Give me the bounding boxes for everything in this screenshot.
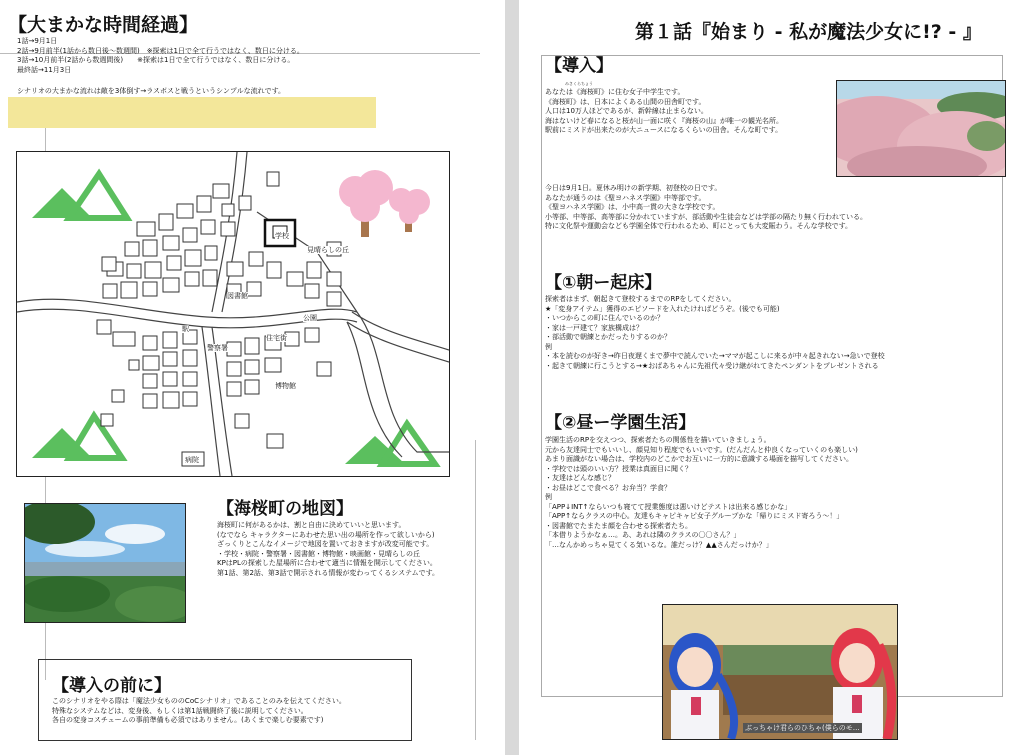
text-line: (なでなら キャラクターにあわせた思い出の場所を作って欲しいから) [217, 530, 435, 539]
illustration-caption: ぶっちゃけ君らのひちゃ(僕らのモ… [745, 724, 860, 732]
map-label-school: 学校 [275, 232, 289, 240]
text-line: 今日は9月1日。夏休み明けの新学期、初登校の日です。 [545, 184, 722, 192]
sakura-tree-icon [339, 170, 430, 237]
map-section-text [217, 521, 439, 578]
text-line: あまり面識がない場合は、学校内のどこかでお互いに一方的に意識する場面を描写してください。 [545, 455, 853, 463]
mountain-icon [32, 174, 127, 218]
text-line: 駅前にミスドが出来たのが大ニュースになるくらいの田舎。そんな町です。 [545, 126, 783, 134]
text-line: KPはPLの探索した屋場所に合わせて適当に情報を開示してください。 [217, 559, 437, 567]
text-line: ・お昼はどこで食べる？お弁当？学食？ [545, 483, 671, 492]
text-line: ・学校・病院・警察署・図書館・博物館・映画館・見晴らしの丘 [217, 549, 420, 558]
text-line: 「APP↑ならクラスの中心。友達もキャピキャピ女子グループかな「帰りにミスド寄ろう〜！」 [545, 512, 844, 520]
text-line: 海桜町に何があるかは、割と自由に決めていいと思います。 [217, 521, 406, 529]
text-line: 特に文化祭や運動会なども学園全体で行われるため、町にとっても大変賑わう。そんな学校です。 [545, 222, 853, 230]
text-line: ・部活動で朝練とかだったりするのか？ [545, 333, 671, 341]
guide-line [475, 440, 476, 740]
text-line: ・図書館でたまたま顔を合わせる探索者たち。 [545, 521, 692, 530]
text-line: ・起きて朝練に行こうとする→★おばあちゃんに先祖代々受け継がれてきたペンダントをプレゼントされる [545, 361, 879, 370]
map-section-title: 【海桜町の地図】 [217, 499, 353, 519]
text-line: あなたは《海桜町》に住む女子中学生です。 [545, 88, 685, 96]
text-line: ・家は一戸建て？家族構成は？ [545, 323, 643, 332]
text-line: 例 [545, 342, 552, 351]
text-line: 海はないけど春になると桜が山一面に咲く『海桜の山』が唯一の観光名所。 [545, 116, 783, 125]
map-label-hospital: 病院 [185, 456, 199, 464]
text-line: 各自の変身コスチュームの事前準備も必須ではありません。(あくまで楽しむ要素です) [52, 716, 324, 724]
text-line: ・本を読むのが好き→昨日夜遅くまで夢中で読んでいた→ママが起こしに来るが中々起きれない→急いで登校 [545, 352, 885, 360]
text-line: ・いつからこの町に住んでいるのか？ [545, 314, 664, 322]
text-line: 元から友達同士でもいいし、顔見知り程度でもいいです。(だんだんと仲良くなっていくのも楽しい) [545, 445, 858, 454]
morning-text [545, 295, 885, 371]
text-line: ・友達はどんな感じ？ [545, 474, 615, 482]
map-label-library: 図書館 [227, 292, 248, 300]
episode-title: 第１話『始まり - 私が魔法少女に!? - 』 [635, 21, 982, 43]
intro-before-title: 【導入の前に】 [52, 676, 171, 696]
timeline-line: 1話→9月1日 [17, 37, 58, 45]
text-line: ・学校では頭のいい方？授業は真面目に聞く？ [545, 464, 692, 473]
timeline-line: 最終話→11月3日 [17, 65, 72, 74]
map-label-residential: 住宅街 [266, 334, 287, 342]
text-line: 例 [545, 493, 552, 501]
map-label-hill: 見晴らしの丘 [307, 246, 349, 254]
timeline-title: 【大まかな時間経過】 [8, 14, 199, 36]
text-line: 第1話、第2話、第3話で開示される情報が変わってくるシステムです。 [217, 568, 440, 577]
intro-title: 【導入】 [545, 56, 613, 76]
noon-title: 【②昼ー学園生活】 [545, 413, 696, 433]
text-line: このシナリオをやる際は「魔法少女もののCoCシナリオ」であることのみを伝えてください。 [52, 697, 346, 705]
text-line: 《海桜町》は、日本によくある山間の田舎町です。 [545, 97, 706, 106]
hill-view-photo [24, 503, 186, 623]
left-page [0, 0, 505, 755]
timeline-line: 3話→10月前半(2話から数週間後) ※探索は1日で全て行うではなく、数日に分ける。 [17, 56, 295, 64]
map-label-station: 駅 [182, 325, 189, 333]
text-line: 「…なんかめっちゃ見てくる気いるな。誰だっけ？▲▲さんだっけか？」 [545, 540, 773, 549]
intro-text-1 [545, 88, 783, 136]
map-label-museum: 博物館 [275, 382, 296, 390]
text-line: 《聖ヨハネス学園》は、小中高一貫の大きな学校です。 [545, 203, 720, 211]
scenario-note: シナリオの大まかな流れは敵を3体倒す→ラスボスと戦うというシンプルな流れです。 [17, 87, 286, 95]
text-line: 人口は10万人ほどであるが、新幹線は止まらない。 [545, 107, 708, 115]
intro-text-2 [545, 184, 867, 232]
text-line: 学園生活のRPを交えつつ、探索者たちの関係性を描いていきましょう。 [545, 436, 771, 444]
text-line: ざっくりとこんなイメージで地図を置いておきますが改変可能です。 [217, 540, 434, 548]
text-line: あなたが通うのは《聖ヨハネス学園》中等部です。 [545, 193, 706, 202]
town-map [16, 151, 450, 477]
text-line: 「本借りようかなぁ…。あ、あれは隣のクラスの〇〇さん？」 [545, 531, 741, 539]
map-label-police: 警察署 [207, 344, 228, 352]
map-label-park: 公園 [303, 314, 317, 322]
text-line: 「APP↓INT↑ならいつも寝てて授業態度は悪いけどテストは出来る感じかな」 [545, 502, 792, 511]
morning-title: 【①朝ー起床】 [545, 273, 662, 293]
map-drawing [17, 152, 449, 476]
intro-before-text [52, 697, 346, 726]
characters-illustration [662, 604, 898, 740]
timeline-line: 2話→9月前半(1話から数日後〜数週間) ※探索は1日で全て行うではなく、数日に分ける。 [17, 46, 304, 55]
text-line: 探索者はまず、朝起きて登校するまでのRPをしてください。 [545, 295, 736, 303]
noon-text [545, 436, 858, 550]
sakura-mountain-photo [836, 80, 1006, 177]
mountain-icon [345, 424, 435, 464]
text-line: 小等部、中等部、高等部に分かれていますが、部活動や生徒会などは学部の隔たり無く行われている。 [545, 212, 867, 221]
timeline-list [17, 37, 304, 75]
highlight-block [8, 97, 376, 128]
text-line: ★「変身アイテム」獲得のエピソードを入れたければどうぞ。(後でも可能) [545, 304, 780, 313]
ruby-text: みさくらちょう [565, 81, 593, 86]
right-page [519, 0, 1024, 755]
text-line: 特殊なシステムなどは、変身後、もしくは第1話戦闘終了後に説明してください。 [52, 706, 308, 715]
